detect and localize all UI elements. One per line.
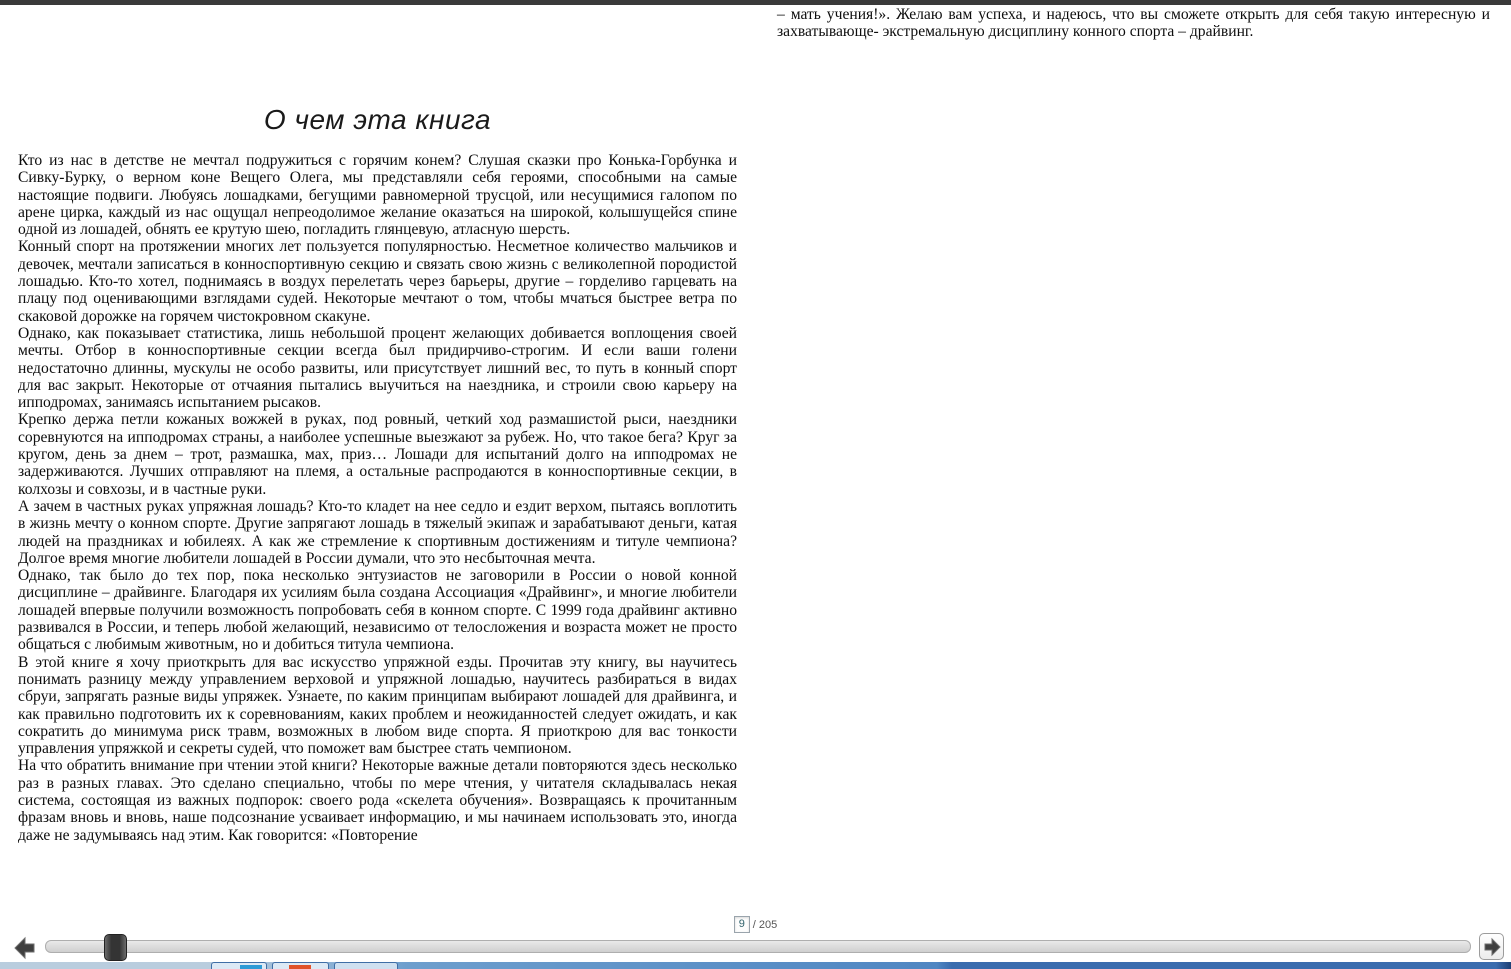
page-indicator bbox=[0, 916, 1511, 936]
paragraph: – мать учения!». Желаю вам успеха, и надеюсь, что вы сможете открыть для себя такую интересную и захватывающе- экстремальную дисциплину конного спорта – драйвинг. bbox=[777, 6, 1490, 41]
book-page-right bbox=[777, 6, 1490, 41]
right-arrow-icon bbox=[1483, 937, 1501, 957]
previous-page-button[interactable] bbox=[14, 936, 36, 960]
next-page-button[interactable] bbox=[1479, 933, 1504, 960]
paragraph: Однако, так было до тех пор, пока несколько энтузиастов не заговорили в России о новой конной дисциплине – драйвинге. Благодаря их усилиям была создана Ассоциация «Драйвинг», и многие любители лошадей впервые получили возможность попробовать себя в конном спорте. С 1999 года драйвинг активно развивался в России, и теперь любой желающий, независимо от телосложения и возраста может не просто общаться с любимым животным, но и добиться титула чемпиона. bbox=[18, 567, 737, 654]
taskbar-button[interactable] bbox=[272, 962, 329, 969]
paragraph: Крепко держа петли кожаных вожжей в руках, под ровный, четкий ход размашистой рыси, наездники соревнуются на ипподромах страны, а наиболее успешные выезжают за рубеж. Но, что такое бега? Круг за кругом, день за днем – трот, размашка, мах, приз… Лошади для испытаний долго на ипподромах не задерживаются. Лучших отправляют на племя, а остальные распродаются в конноспортивные секции, в колхозы и совхозы, и в частные руки. bbox=[18, 411, 737, 498]
page-slider-track[interactable] bbox=[45, 940, 1471, 953]
paragraph: На что обратить внимание при чтении этой книги? Некоторые важные детали повторяются здесь несколько раз в разных главах. Это сделано специально, чтобы по мере чтения, у читателя складывалась некая система, состоящая из важных подпорок: своего рода «скелета обучения». Возвращаясь к прочитанным фразам вновь и вновь, наше подсознание усваивает информацию, и мы начинаем использовать это, иногда даже не задумываясь над этим. Как говорится: «Повторение bbox=[18, 757, 737, 844]
left-arrow-icon bbox=[14, 936, 36, 960]
taskbar-button[interactable] bbox=[334, 962, 398, 969]
chapter-title: О чем эта книга bbox=[263, 104, 492, 135]
page-slider-handle[interactable] bbox=[104, 934, 127, 961]
taskbar-button[interactable] bbox=[211, 962, 267, 969]
app-icon bbox=[240, 965, 262, 969]
book-page-left bbox=[18, 104, 737, 844]
paragraph: В этой книге я хочу приоткрыть для вас искусство упряжной езды. Прочитав эту книгу, вы научитесь понимать разницу между управлением верховой и упряжной лошадью, научитесь разбираться в видах сбруи, запрягать разные виды упряжек. Узнаете, по каким принципам выбирают лошадей для драйвинга, и как правильно подготовить их к соревнованиям, каких проблем и неожиданностей следует ожидать, и как сократить до минимума риск травм, возможных в любом виде спорта. Я приоткрою для вас тонкости управления упряжкой и секреты судей, что поможет вам быстрее стать чемпионом. bbox=[18, 653, 737, 758]
windows-taskbar[interactable] bbox=[0, 962, 1511, 969]
paragraph: Кто из нас в детстве не мечтал подружиться с горячим конем? Слушая сказки про Конька-Горбунка и Сивку-Бурку, о верном коне Вещего Олега, мы представляли себя героями, способными на самые настоящие подвиги. Любуясь лошадками, бегущими равномерной трусцой, или несущимися галопом по арене цирка, каждый из нас ощущал непреодолимое желание оказаться на широкой, колышущейся спине одной из лошадей, обнять ее крутую шею, погладить глянцевую, атласную шерсть. bbox=[18, 152, 737, 239]
app-icon bbox=[289, 965, 311, 969]
current-page-input[interactable]: 9 bbox=[734, 916, 750, 933]
paragraph: Однако, как показывает статистика, лишь небольшой процент желающих добивается воплощения своей мечты. Отбор в конноспортивные секции всегда был придирчиво-строгим. И если ваши голени недостаточно длинны, мускулы не особо развиты, или присутствует лишний вес, то путь в конный спорт для вас закрыт. Некоторые от отчаяния пытались выучиться на наездника, и строили свою карьеру на ипподромах, занимаясь испытанием рысаков. bbox=[18, 324, 737, 412]
paragraph: Конный спорт на протяжении многих лет пользуется популярностью. Несметное количество мальчиков и девочек, мечтали записаться в конноспортивную секцию и связать свою жизнь с великолепной породистой лошадью. Кто-то хотел, поднимаясь в воздух перелетать через барьеры, другие – горделиво гарцевать на плацу под оценивающими взглядами судей. Некоторые мечтают о том, чтобы мчаться быстрее ветра по скаковой дорожке на горячем чистокровном скакуне. bbox=[18, 238, 737, 325]
paragraph: А зачем в частных руках упряжная лошадь? Кто-то кладет на нее седло и ездит верхом, пытаясь воплотить в жизнь мечту о конном спорте. Другие запрягают лошадь в тяжелый экипаж и зарабатывают деньги, катая людей на праздниках и юбилеях. А как же стремление к спортивным достижениям и титуле чемпиона? Долгое время многие любители лошадей в России думали, что это несбыточная мечта. bbox=[18, 497, 737, 567]
total-pages-label: / 205 bbox=[752, 918, 778, 931]
top-border-bar bbox=[0, 0, 1511, 5]
